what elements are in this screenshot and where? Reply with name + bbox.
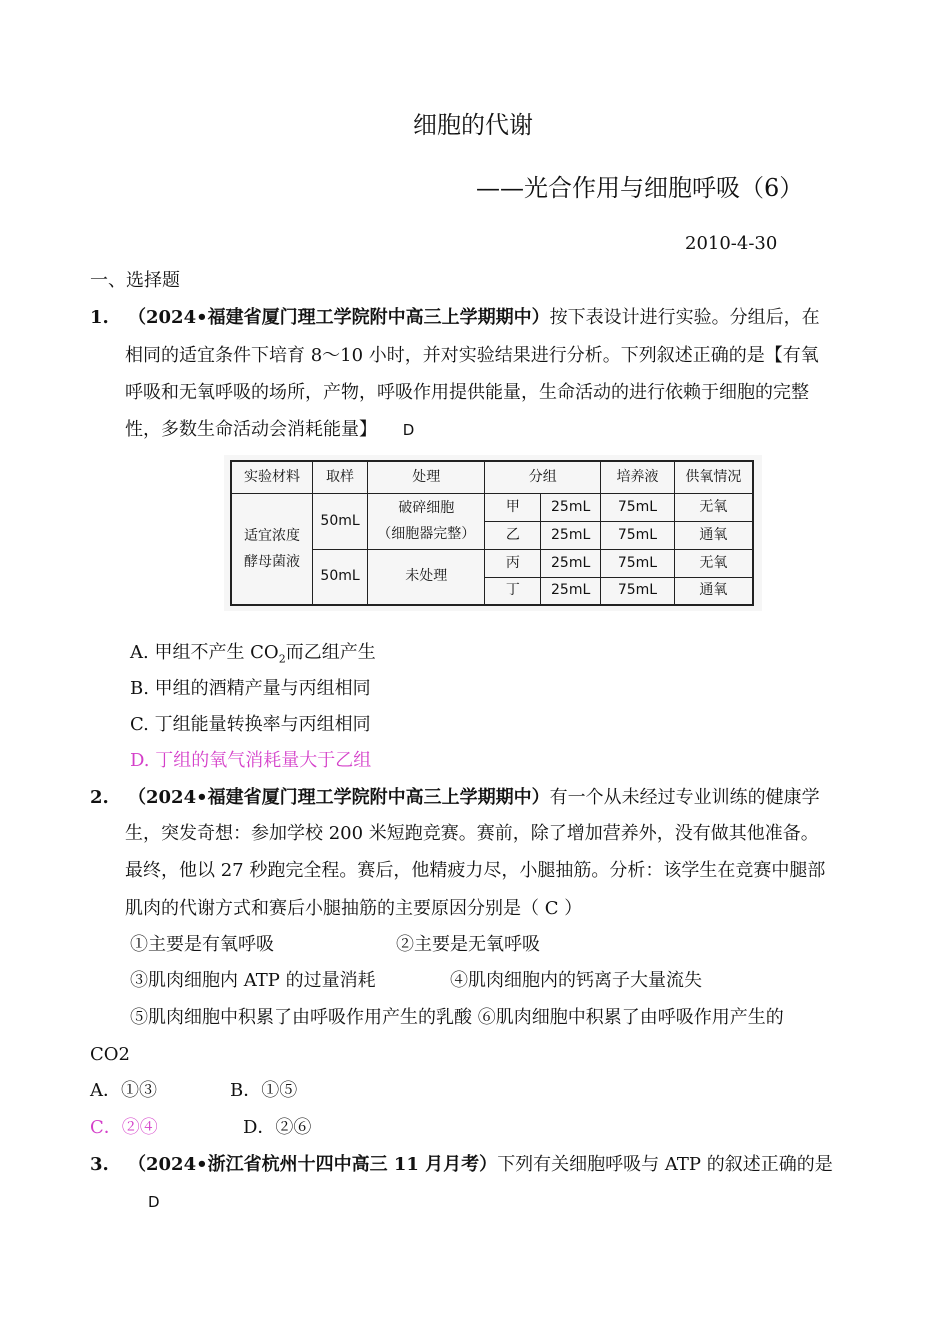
experiment-table — [230, 460, 754, 606]
q1-line1-text: 按下表设计进行实验。分组后，在 — [549, 307, 820, 328]
cell-sample-a: 50mL — [313, 493, 368, 549]
cell-group: 甲 — [485, 493, 541, 521]
cell-group: 丙 — [485, 549, 541, 577]
q1-source: （2024•福建省厦门理工学院附中高三上学期期中） — [128, 307, 550, 328]
cell-medium: 75mL — [601, 493, 675, 521]
q2-line1 — [128, 785, 820, 811]
q2-option-c: C．②④ — [90, 1117, 158, 1138]
cell-group: 丁 — [485, 577, 541, 605]
q2-item-2: ②主要是无氧呼吸 — [396, 934, 540, 955]
q1-option-d: D. 丁组的氧气消耗量大于乙组 — [130, 750, 372, 771]
cell-oxygen: 通氧 — [674, 577, 753, 605]
cell-treatment-a: 破碎细胞 （细胞器完整） — [368, 493, 485, 549]
cell-oxygen: 通氧 — [674, 521, 753, 549]
cell-medium: 75mL — [601, 577, 675, 605]
q2-source: （2024•福建省厦门理工学院附中高三上学期期中） — [128, 787, 550, 808]
q3-line1-text: 下列有关细胞呼吸与 ATP 的叙述正确的是 — [497, 1154, 833, 1175]
cell-medium: 75mL — [601, 521, 675, 549]
q2-line4: 肌肉的代谢方式和赛后小腿抽筋的主要原因分别是（ C ） — [125, 898, 583, 919]
cell-medium: 75mL — [601, 549, 675, 577]
header-group: 分组 — [485, 461, 601, 493]
q1-line3: 呼吸和无氧呼吸的场所，产物，呼吸作用提供能量，生命活动的进行依赖于细胞的完整 — [125, 382, 809, 403]
q1-option-b: B. 甲组的酒精产量与丙组相同 — [130, 678, 371, 699]
table-row — [231, 493, 753, 521]
page-title: 细胞的代谢 — [413, 111, 533, 139]
q2-option-a: A．①③ — [90, 1080, 157, 1101]
cell-volume: 25mL — [541, 577, 601, 605]
cell-volume: 25mL — [541, 493, 601, 521]
header-medium: 培养液 — [601, 461, 675, 493]
cell-treatment-b: 未处理 — [368, 549, 485, 605]
q3-answer: D — [148, 1193, 160, 1211]
q2-option-d: D．②⑥ — [243, 1117, 312, 1138]
date: 2010-4-30 — [685, 233, 778, 254]
q1-option-a-text: A. 甲组不产生 CO — [130, 642, 279, 663]
q2-option-b: B．①⑤ — [230, 1080, 298, 1101]
q3-line1 — [128, 1152, 833, 1178]
page-subtitle: ——光合作用与细胞呼吸（6） — [476, 174, 804, 202]
q1-line1 — [128, 305, 820, 331]
cell-oxygen: 无氧 — [674, 549, 753, 577]
table-header-row — [231, 461, 753, 493]
q2-line1-text: 有一个从未经过专业训练的健康学 — [549, 787, 820, 808]
header-sample: 取样 — [313, 461, 368, 493]
cell-volume: 25mL — [541, 521, 601, 549]
header-oxygen: 供氧情况 — [674, 461, 753, 493]
q1-option-a — [130, 640, 376, 673]
header-treatment: 处理 — [368, 461, 485, 493]
q2-item-5-6: ⑤肌肉细胞中积累了由呼吸作用产生的乳酸 ⑥肌肉细胞中积累了由呼吸作用产生的 — [130, 1007, 784, 1028]
cell-volume: 25mL — [541, 549, 601, 577]
q1-answer: D — [402, 421, 415, 439]
q2-number: 2. — [90, 787, 109, 808]
q3-source: （2024•浙江省杭州十四中高三 11 月月考） — [128, 1154, 498, 1175]
q2-item-3: ③肌肉细胞内 ATP 的过量消耗 — [130, 970, 376, 991]
cell-sample-b: 50mL — [313, 549, 368, 605]
q2-line2: 生，突发奇想：参加学校 200 米短跑竞赛。赛前，除了增加营养外，没有做其他准备。 — [125, 823, 819, 844]
header-material: 实验材料 — [231, 461, 313, 493]
q1-line4-text: 性，多数生命活动会消耗能量】 — [125, 419, 377, 440]
cell-oxygen: 无氧 — [674, 493, 753, 521]
q1-number: 1. — [90, 307, 109, 328]
q2-item-1: ①主要是有氧呼吸 — [130, 934, 274, 955]
q1-option-a-sub: 2 — [278, 652, 286, 666]
q3-number: 3. — [90, 1154, 109, 1175]
q1-line4 — [125, 417, 414, 443]
q2-item-6-end: CO2 — [90, 1044, 130, 1065]
section-heading: 一、选择题 — [90, 270, 180, 291]
q2-line3: 最终，他以 27 秒跑完全程。赛后，他精疲力尽，小腿抽筋。分析：该学生在竞赛中腿部 — [125, 860, 826, 881]
q1-line2: 相同的适宜条件下培育 8～10 小时，并对实验结果进行分析。下列叙述正确的是【有氧 — [125, 345, 819, 366]
q1-option-c: C. 丁组能量转换率与丙组相同 — [130, 714, 371, 735]
q1-option-a-suffix: 而乙组产生 — [285, 642, 376, 663]
q2-item-4: ④肌肉细胞内的钙离子大量流失 — [450, 970, 702, 991]
cell-material: 适宜浓度 酵母菌液 — [231, 493, 313, 605]
cell-group: 乙 — [485, 521, 541, 549]
